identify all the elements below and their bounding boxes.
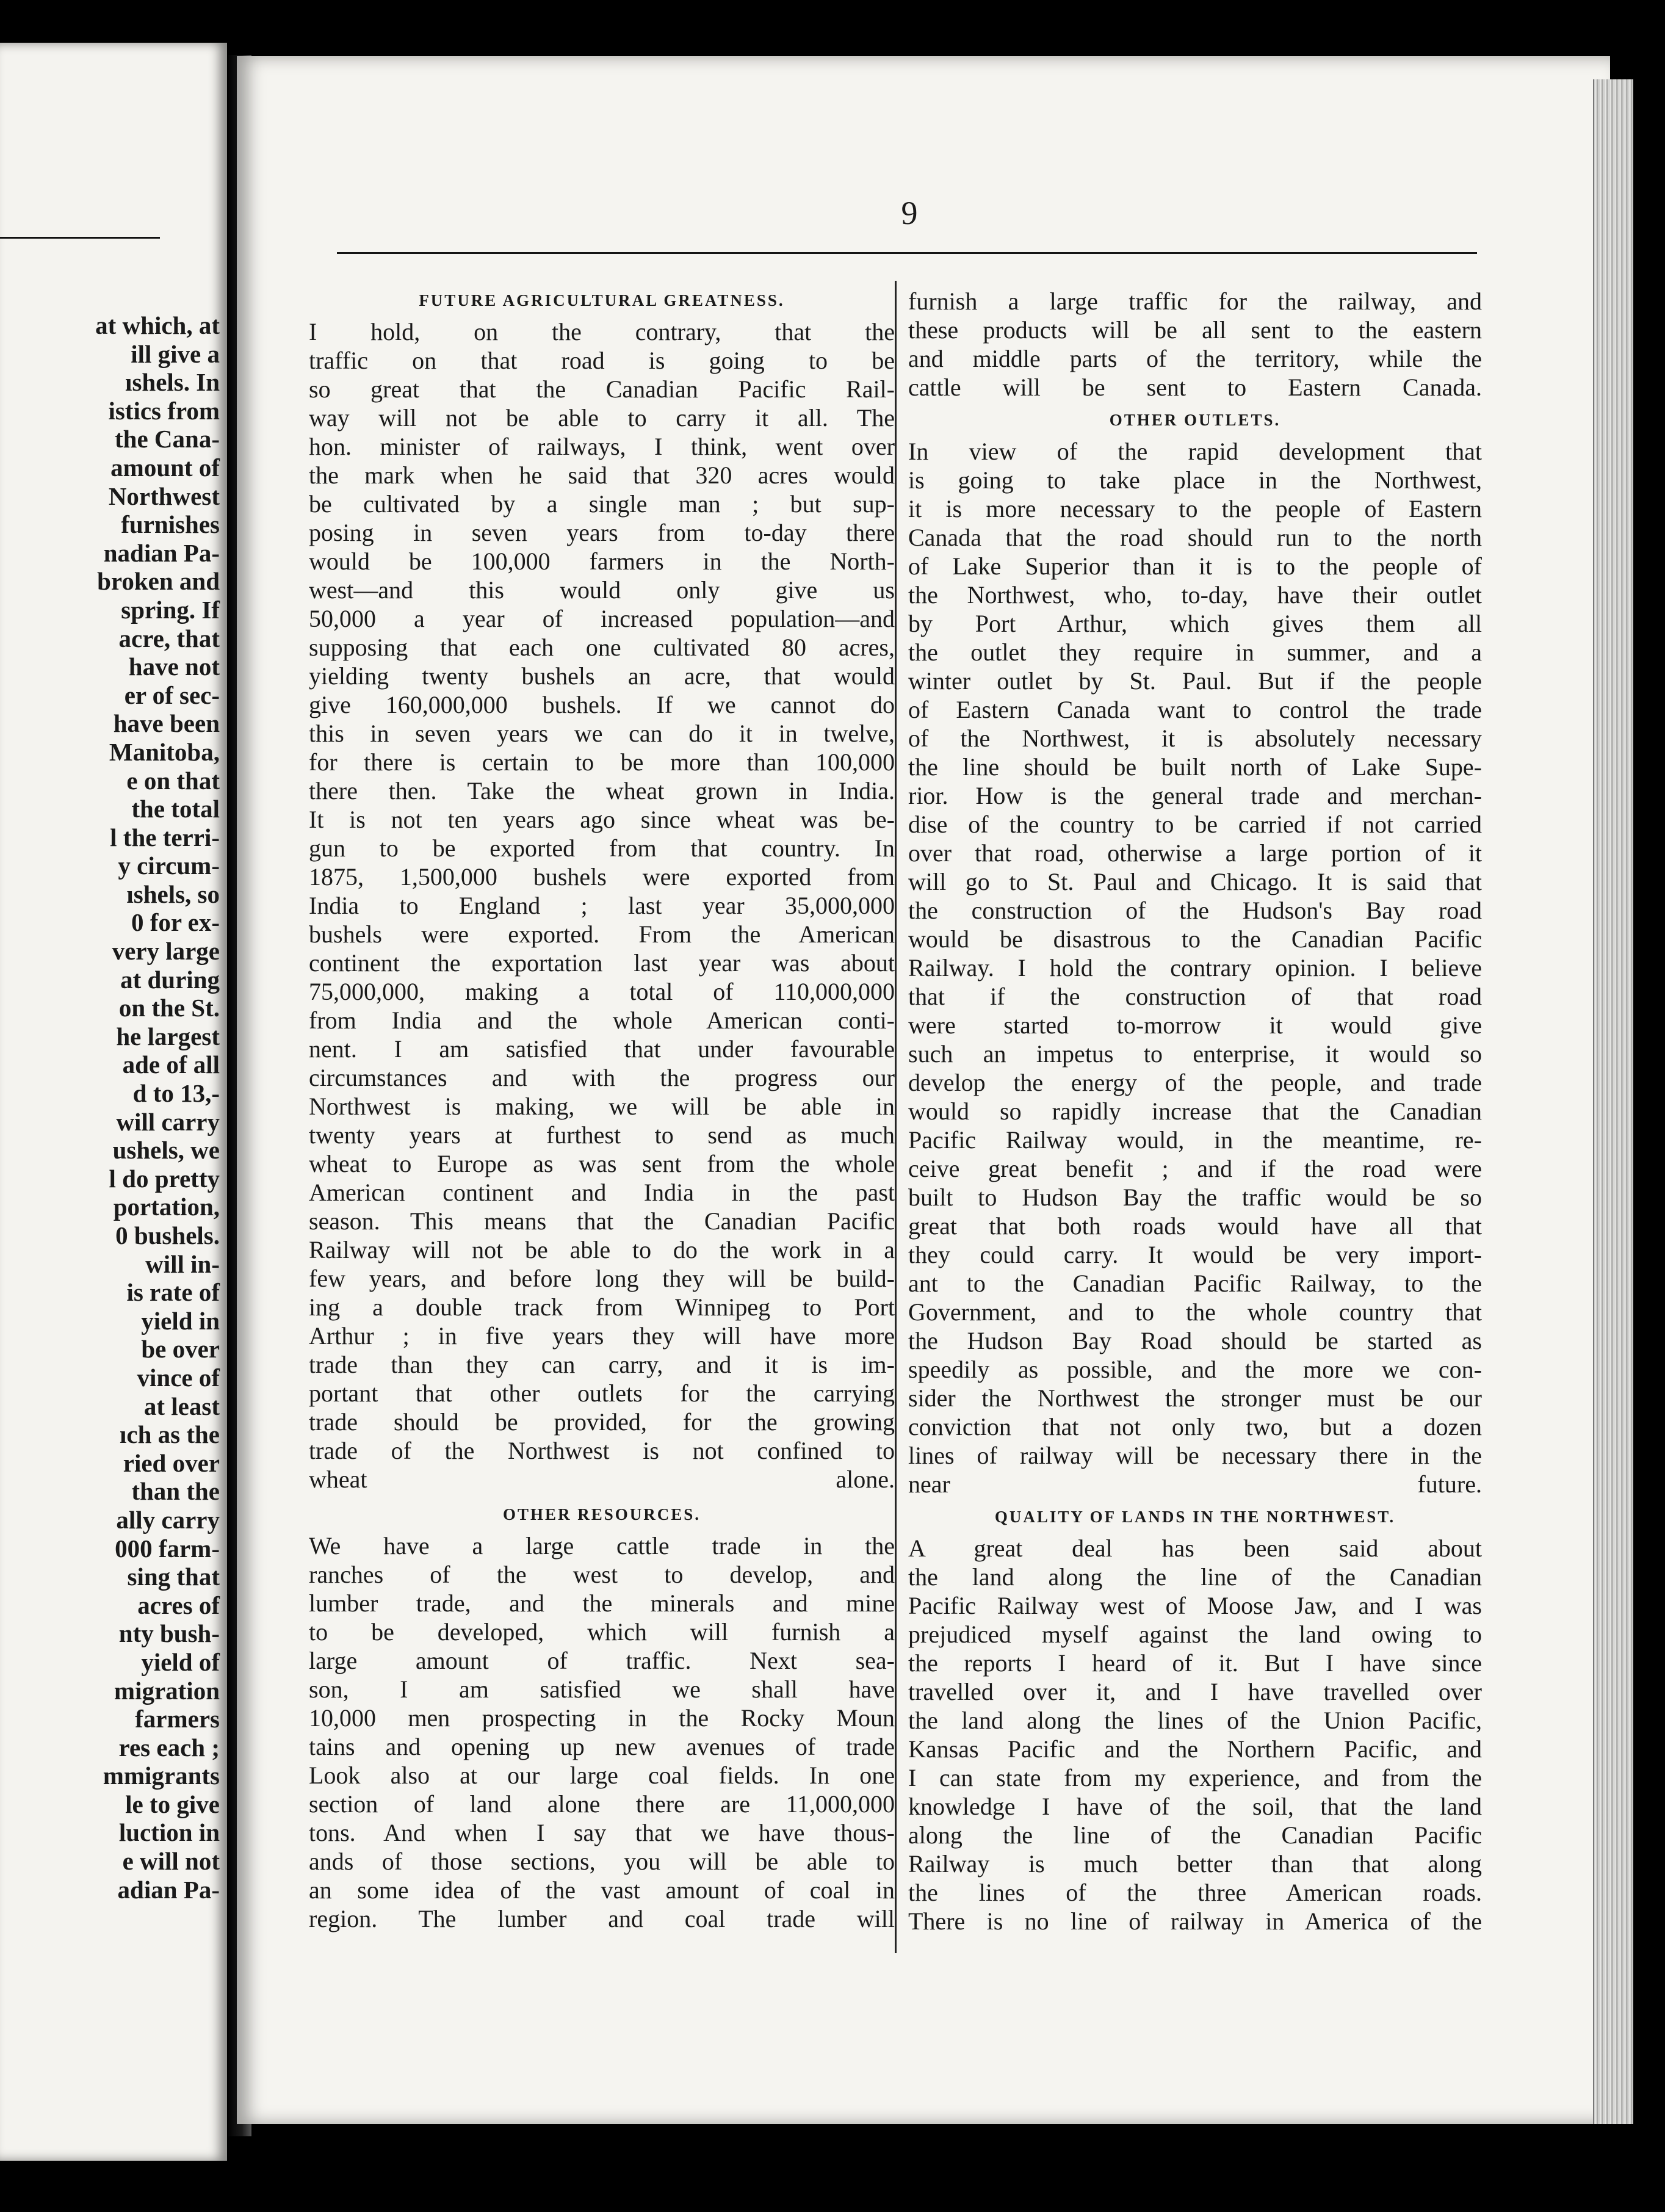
text-line: they could carry. It would be very import- — [908, 1241, 1482, 1268]
text-line: and middle parts of the territory, while the — [908, 345, 1482, 372]
text-line: this in seven years we can do it in twelve, — [309, 720, 895, 747]
text-line: from India and the whole American conti- — [309, 1007, 895, 1034]
text-line: l the terri- — [110, 823, 220, 851]
text-line: by Port Arthur, which gives them all — [908, 610, 1482, 637]
text-line: is going to take place in the Northwest, — [908, 466, 1482, 494]
paragraph-other-outlets — [908, 437, 1482, 1498]
header-rule — [337, 252, 1477, 254]
text-line: the total — [131, 795, 220, 823]
text-line: traffic on that road is going to be — [309, 347, 895, 374]
text-line: y circum- — [118, 851, 220, 880]
text-line: ill give a — [131, 339, 220, 368]
heading-other-outlets: OTHER OUTLETS. — [1109, 411, 1281, 429]
text-line: for there is certain to be more than 100,000 — [309, 748, 895, 776]
text-line: will carry — [116, 1107, 220, 1136]
text-line: few years, and before long they will be build- — [309, 1265, 895, 1292]
text-line: furnish a large traffic for the railway, and — [908, 287, 1482, 315]
text-line: Northwest — [108, 482, 220, 510]
text-line: le to give — [125, 1790, 220, 1818]
text-line: acre, that — [118, 624, 220, 652]
text-line: great that both roads would have all that — [908, 1212, 1482, 1240]
paragraph-quality-of-lands — [908, 1534, 1482, 1936]
text-line: ıch as the — [120, 1420, 220, 1449]
text-line: Railway will not be able to do the work in a — [309, 1236, 895, 1263]
text-line: dise of the country to be carried if not carried — [908, 811, 1482, 838]
text-line: of Lake Superior than it is to the people of — [908, 552, 1482, 580]
text-line: the reports I heard of it. But I have since — [908, 1649, 1482, 1677]
text-line: trade than they can carry, and it is im- — [309, 1351, 895, 1378]
text-line: the lines of the three American roads. — [908, 1879, 1482, 1906]
text-line: such an impetus to enterprise, it would so — [908, 1040, 1482, 1068]
text-line: ranches of the west to develop, and — [309, 1561, 895, 1588]
text-line: will in- — [145, 1249, 220, 1278]
text-line: over that road, otherwise a large portion of it — [908, 839, 1482, 867]
text-line: twenty years at furthest to send as much — [309, 1121, 895, 1149]
text-line: son, I am satisfied we shall have — [309, 1675, 895, 1703]
text-line: the Hudson Bay Road should be started as — [908, 1327, 1482, 1354]
text-line: I hold, on the contrary, that the — [309, 318, 895, 345]
text-line: Kansas Pacific and the Northern Pacific, and — [908, 1735, 1482, 1763]
text-line: would be 100,000 farmers in the North- — [309, 548, 895, 575]
text-line: the Cana- — [115, 425, 220, 454]
heading-future-agricultural-greatness: FUTURE AGRICULTURAL GREATNESS. — [419, 291, 785, 309]
text-line: amount of — [110, 453, 220, 482]
text-line: the Northwest, who, to-day, have their outlet — [908, 581, 1482, 609]
text-line: very large — [112, 937, 220, 966]
text-line: gun to be exported from that country. In — [309, 834, 895, 862]
text-line: near future. — [908, 1470, 1482, 1498]
text-line: the outlet they require in summer, and a — [908, 638, 1482, 666]
text-line: farmers — [135, 1705, 220, 1733]
text-line: broken and — [97, 567, 220, 596]
text-line: circumstances and with the progress our — [309, 1064, 895, 1091]
text-line: tons. And when I say that we have thous- — [309, 1819, 895, 1846]
text-line: In view of the rapid development that — [908, 438, 1482, 465]
left-page-fragment — [0, 43, 227, 2161]
text-line: Railway is much better than that along — [908, 1850, 1482, 1878]
text-line: to be developed, which will furnish a — [309, 1618, 895, 1646]
text-line: India to England ; last year 35,000,000 — [309, 892, 895, 919]
text-line: Pacific Railway would, in the meantime, re- — [908, 1126, 1482, 1154]
text-line: knowledge I have of the soil, that the land — [908, 1793, 1482, 1820]
text-line: than the — [131, 1477, 220, 1506]
text-line: the land along the line of the Canadian — [908, 1563, 1482, 1591]
text-line: continent the exportation last year was about — [309, 949, 895, 977]
text-line: sider the Northwest the stronger must be our — [908, 1384, 1482, 1412]
text-line: yielding twenty bushels an acre, that would — [309, 662, 895, 690]
text-line: lines of railway will be necessary there in the — [908, 1442, 1482, 1469]
text-line: ıshels. In — [125, 368, 220, 397]
text-line: trade should be provided, for the growing — [309, 1408, 895, 1436]
text-line: American continent and India in the past — [309, 1179, 895, 1206]
text-line: nty bush- — [118, 1619, 220, 1648]
text-line: large amount of traffic. Next sea- — [309, 1647, 895, 1674]
text-line: is rate of — [126, 1278, 220, 1307]
text-line: there then. Take the wheat grown in India. — [309, 777, 895, 804]
text-line: the land along the lines of the Union Pacific, — [908, 1707, 1482, 1734]
text-line: travelled over it, and I have travelled over — [908, 1678, 1482, 1705]
text-line: furnishes — [121, 510, 220, 539]
text-line: 0 for ex- — [131, 908, 220, 937]
left-column — [309, 282, 895, 1933]
text-line: give 160,000,000 bushels. If we cannot do — [309, 691, 895, 718]
text-line: ally carry — [116, 1505, 220, 1534]
text-line: built to Hudson Bay the traffic would be so — [908, 1184, 1482, 1211]
text-line: yield in — [141, 1306, 220, 1335]
text-line: at during — [120, 965, 220, 994]
text-line: along the line of the Canadian Pacific — [908, 1821, 1482, 1849]
text-line: adian Pa- — [117, 1875, 220, 1904]
text-line: vince of — [137, 1363, 220, 1392]
page-edges — [1593, 79, 1633, 2124]
text-line: be cultivated by a single man ; but sup- — [309, 490, 895, 518]
text-line: the mark when he said that 320 acres would — [309, 461, 895, 489]
heading-quality-of-lands: QUALITY OF LANDS IN THE NORTHWEST. — [994, 1508, 1396, 1526]
text-line: ried over — [123, 1448, 220, 1477]
text-line: the construction of the Hudson's Bay road — [908, 897, 1482, 924]
text-line: Arthur ; in five years they will have more — [309, 1322, 895, 1350]
text-line: will go to St. Paul and Chicago. It is said that — [908, 868, 1482, 895]
text-line: l do pretty — [109, 1164, 220, 1193]
text-line: he largest — [116, 1022, 220, 1050]
text-line: develop the energy of the people, and trade — [908, 1069, 1482, 1096]
paragraph-future-agricultural-greatness — [309, 317, 895, 1494]
text-line: Railway. I hold the contrary opinion. I believe — [908, 954, 1482, 981]
text-line: prejudiced myself against the land owing to — [908, 1621, 1482, 1648]
text-line: ant to the Canadian Pacific Railway, to the — [908, 1270, 1482, 1297]
text-line: bushels were exported. From the American — [309, 920, 895, 948]
text-line: would be disastrous to the Canadian Pacific — [908, 925, 1482, 953]
text-line: 000 farm- — [115, 1534, 220, 1563]
text-line: We have a large cattle trade in the — [309, 1532, 895, 1560]
text-line: have been — [113, 709, 220, 738]
text-line: 50,000 a year of increased population—and — [309, 605, 895, 632]
text-line: section of land alone there are 11,000,000 — [309, 1790, 895, 1818]
text-line: Manitoba, — [109, 737, 220, 766]
text-line: trade of the Northwest is not confined to — [309, 1437, 895, 1464]
text-line: e will not — [122, 1847, 220, 1876]
text-line: yield of — [141, 1647, 220, 1676]
text-line: acres of — [137, 1591, 220, 1619]
text-line: It is not ten years ago since wheat was be- — [309, 806, 895, 833]
text-line: Look also at our large coal fields. In one — [309, 1762, 895, 1789]
text-line: speedily as possible, and the more we con- — [908, 1356, 1482, 1383]
text-line: would so rapidly increase that the Canadian — [908, 1097, 1482, 1125]
text-line: e on that — [126, 766, 220, 795]
text-line: so great that the Canadian Pacific Rail- — [309, 375, 895, 403]
text-line: were started to-morrow it would give — [908, 1011, 1482, 1039]
text-line: res each ; — [118, 1733, 220, 1762]
text-line: of the Northwest, it is absolutely necessary — [908, 725, 1482, 752]
text-line: season. This means that the Canadian Pacific — [309, 1207, 895, 1235]
text-line: 1875, 1,500,000 bushels were exported from — [309, 863, 895, 891]
text-line: it is more necessary to the people of Eastern — [908, 495, 1482, 522]
text-line: be over — [141, 1335, 220, 1364]
left-page-text — [12, 311, 220, 1904]
text-line: the line should be built north of Lake Supe- — [908, 753, 1482, 781]
text-line: Northwest is making, we will be able in — [309, 1093, 895, 1120]
text-line: ade of all — [122, 1050, 220, 1079]
text-line: migration — [114, 1676, 220, 1705]
text-line: region. The lumber and coal trade will — [309, 1905, 895, 1932]
paragraph-other-resources — [309, 1531, 895, 1933]
text-line: winter outlet by St. Paul. But if the people — [908, 667, 1482, 695]
text-line: cattle will be sent to Eastern Canada. — [908, 374, 1482, 401]
text-line: west—and this would only give us — [309, 576, 895, 604]
text-line: posing in seven years from to-day there — [309, 519, 895, 546]
text-line: A great deal has been said about — [908, 1534, 1482, 1562]
text-line: lumber trade, and the minerals and mine — [309, 1589, 895, 1617]
text-line: way will not be able to carry it all. The — [309, 404, 895, 432]
text-line: There is no line of railway in America of the — [908, 1907, 1482, 1935]
text-line: nadian Pa- — [103, 538, 220, 567]
text-line: Government, and to the whole country that — [908, 1298, 1482, 1326]
text-line: ushels, we — [112, 1136, 220, 1165]
text-line: ceive great benefit ; and if the road were — [908, 1155, 1482, 1182]
text-line: rior. How is the general trade and merchan- — [908, 782, 1482, 809]
page-number: 9 — [901, 195, 918, 231]
text-line: hon. minister of railways, I think, went over — [309, 433, 895, 460]
column-divider — [895, 281, 897, 1953]
text-line: 75,000,000, making a total of 110,000,000 — [309, 978, 895, 1005]
text-line: these products will be all sent to the eastern — [908, 316, 1482, 344]
text-line: er of sec- — [124, 681, 220, 709]
text-line: that if the construction of that road — [908, 983, 1482, 1010]
text-line: portation, — [113, 1193, 220, 1221]
text-line: an some idea of the vast amount of coal in — [309, 1876, 895, 1904]
text-line: ands of those sections, you will be able to — [309, 1848, 895, 1875]
text-line: spring. If — [121, 595, 220, 624]
text-line: 10,000 men prospecting in the Rocky Moun — [309, 1704, 895, 1732]
text-line: ıshels, so — [126, 880, 220, 908]
text-line: have not — [128, 652, 220, 681]
text-line: nent. I am satisfied that under favourable — [309, 1035, 895, 1063]
text-line: on the St. — [118, 994, 220, 1022]
text-line: sing that — [127, 1563, 220, 1591]
heading-other-resources: OTHER RESOURCES. — [502, 1505, 701, 1523]
left-page-rule — [0, 237, 160, 239]
text-line: ing a double track from Winnipeg to Port — [309, 1293, 895, 1321]
text-line: 0 bushels. — [115, 1221, 220, 1249]
text-line: supposing that each one cultivated 80 acres, — [309, 634, 895, 661]
text-line: mmigrants — [103, 1762, 220, 1790]
text-line: wheat alone. — [309, 1466, 895, 1493]
text-line: d to 13,- — [132, 1079, 220, 1108]
text-line: istics from — [108, 396, 220, 425]
right-column — [908, 287, 1482, 1936]
text-line: I can state from my experience, and from the — [908, 1764, 1482, 1791]
paragraph-continued — [908, 287, 1482, 402]
text-line: portant that other outlets for the carrying — [309, 1379, 895, 1407]
text-line: at which, at — [95, 311, 220, 339]
text-line: of Eastern Canada want to control the trade — [908, 696, 1482, 723]
text-line: Pacific Railway west of Moose Jaw, and I was — [908, 1592, 1482, 1619]
text-line: at least — [143, 1392, 220, 1420]
text-line: Canada that the road should run to the north — [908, 524, 1482, 551]
text-line: conviction that not only two, but a dozen — [908, 1413, 1482, 1440]
text-line: wheat to Europe as was sent from the whole — [309, 1150, 895, 1177]
text-line: luction in — [118, 1818, 220, 1847]
text-line: tains and opening up new avenues of trade — [309, 1733, 895, 1760]
